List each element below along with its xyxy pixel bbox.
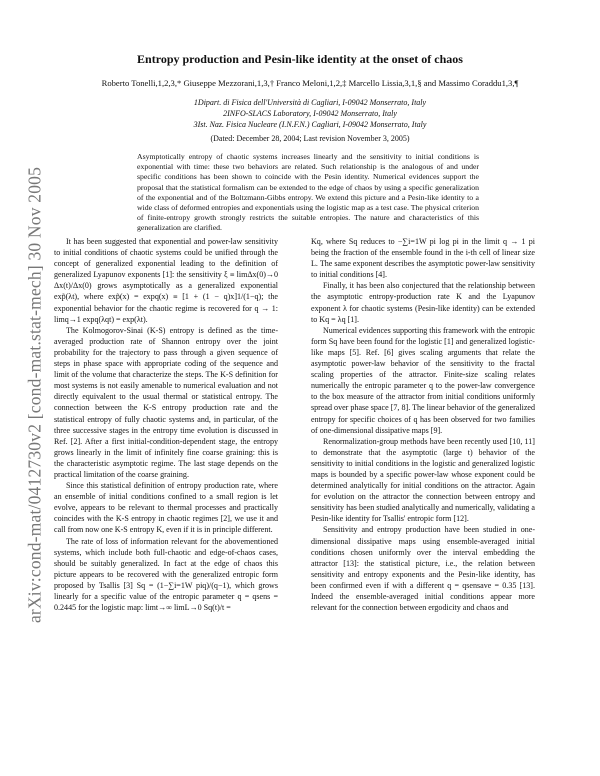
affiliation-3: 3Ist. Naz. Fisica Nucleare (I.N.F.N.) Cagliari, I-09042 Monserrato, Italy: [193, 120, 427, 129]
affiliation-2: 2INFO-SLACS Laboratory, I-09042 Monserrato, Italy: [223, 109, 397, 118]
left-column: [54, 236, 278, 613]
abstract: Asymptotically entropy of chaotic systems increases linearly and the sensitivity to initial conditions is exponential with time: these two behaviors are related. Such relationship is the analogous of and under specific conditions has been shown to coincide with the Pesin identity. Numerical evidences support the proposal that the statistical formalism can be extended to the edge of chaos by using a specific generalization of the exponential and of the Boltzmann-Gibbs entropy. We extend this picture and a Pesin-like identity to a wide class of deformed entropies and exponentials using the logistic map as a test case. The physical criterion of finite-entropy growth strongly restricts the suitable entropies. The nature and characteristics of this generalization are clarified.: [137, 152, 479, 233]
arxiv-identifier: [20, 100, 50, 690]
paragraph: Numerical evidences supporting this framework with the entropic form Sq have been found for the logistic [1] and generalized logistic-like maps [5]. Ref. [6] gives scaling arguments that relate the asymptotic power-law behavior of the sensitivity to the fractal scaling properties of the attractor. Finite-size scaling relates numerically the entropic parameter q to the power-law convergence to the box measure of the attractor from initial conditions uniformly spread over phase space [7, 8]. The linear behavior of the generalized entropy for specific choices of q has been observed for two families of one-dimensional dissipative maps [9].: [311, 325, 535, 435]
paragraph: Sensitivity and entropy production have been studied in one-dimensional dissipative maps using ensemble-averaged initial conditions chosen uniformly over the interval embedding the attractor [13]: the statistical picture, i.e., the relation between sensitivity and entropy exponents and the Pesin-like identity, has been confirmed even if with a different q = qsensave = 0.35 [13]. Indeed the ensemble-averaged initial conditions appear more relevant for the connection between ergodicity and chaos and: [311, 525, 535, 613]
paragraph: The Kolmogorov-Sinai (K-S) entropy is defined as the time-averaged production rate of Shannon entropy over the joint probability for the trajectory to pass through a given sequence of steps in phase space with appropriate coding of the sequence and limit of the volume that characterize the steps. The K-S definition for most systems is not easily amenable to numerical evaluation and not directly equivalent to the usual thermal or statistical entropy. The connection between the K-S entropy production rate and the statistical entropy of fully chaotic systems and, in particular, of the three successive stages in the entropy time evolution is discussed in Ref. [2]. After a first initial-condition-dependent stage, the entropy grows linearly in the limit of infinitely fine coarse graining: this is the characteristic asymptotic regime. The last stage depends on the practical limitation of the coarse graining.: [54, 325, 278, 479]
affiliation-1: 1Dipart. di Fisica dell'Università di Cagliari, I-09042 Monserrato, Italy: [193, 98, 427, 107]
arxiv-identifier-text: arXiv:cond-mat/0412730v2 [cond-mat.stat-mech] 30 Nov 2005: [24, 166, 45, 624]
author-list: Roberto Tonelli,1,2,3,* Giuseppe Mezzorani,1,3,† Franco Meloni,1,2,‡ Marcello Lissia,3,1,§ and Massimo Coraddu1,3,¶: [101, 78, 519, 88]
right-column: [311, 236, 535, 613]
paper-title: Entropy production and Pesin-like identity at the onset of chaos: [137, 52, 463, 66]
paragraph: Finally, it has been also conjectured that the relationship between the asymptotic entropy-production rate K and the Lyapunov exponent λ for chaotic systems (Pesin-like identity) can be extended to Kq = λq [1].: [311, 281, 535, 324]
date-line: (Dated: December 28, 2004; Last revision November 3, 2005): [210, 134, 410, 143]
paragraph: The rate of loss of information relevant for the abovementioned systems, which include both full-chaotic and edge-of-chaos cases, should be suitably generalized. In fact at the edge of chaos this picture appears to be recovered with the generalized entropic form proposed by Tsallis [3] Sq = (1−∑i=1W piq)/(q−1), which grows linearly for a specific value of the entropic parameter q = qsens = 0.2445 for the logistic map: limt→∞ limL→0 Sq(t)/t =: [54, 536, 278, 613]
paragraph: Renormalization-group methods have been recently used [10, 11] to demonstrate that the asymptotic (large t) behavior of the sensitivity to initial conditions in the logistic and generalized logistic maps is bounded by a specific power-law whose exponent could be determined analytically for initial conditions on the attractor. Again for evolution on the attractor the connection between entropy and sensitivity has been studied analytically and numerically, validating a Pesin-like identity for Tsallis' entropic form [12].: [311, 436, 535, 524]
paragraph: It has been suggested that exponential and power-law sensitivity to initial conditions of chaotic systems could be unified through the concept of generalized exponential leading to the definition of generalized Lyapunov exponents [1]: the sensitivity ξ ≡ limΔx(0)→0 Δx(t)/Δx(0) grows asymptotically as a generalized exponential exp̃(λt), where exp̃(x) = expq(x) ≡ [1 + (1 − q)x]1/(1−q); the exponential behavior for the chaotic regime is recovered for q → 1: limq→1 expq(λqt) = exp(λt).: [54, 237, 278, 324]
paragraph: Kq, where Sq reduces to −∑i=1W pi log pi in the limit q → 1 pi being the fraction of the ensemble found in the i-th cell of linear size L. The same exponent describes the asymptotic power-law sensitivity to initial conditions [4].: [311, 237, 535, 280]
paragraph: Since this statistical definition of entropy production rate, where an ensemble of initial conditions confined to a small region is let evolve, appears to be relevant to thermal processes and practically coincides with the K-S entropy in chaotic regimes [2], we use it and call from now one K-S entropy K, even if it is in principle different.: [54, 481, 278, 535]
